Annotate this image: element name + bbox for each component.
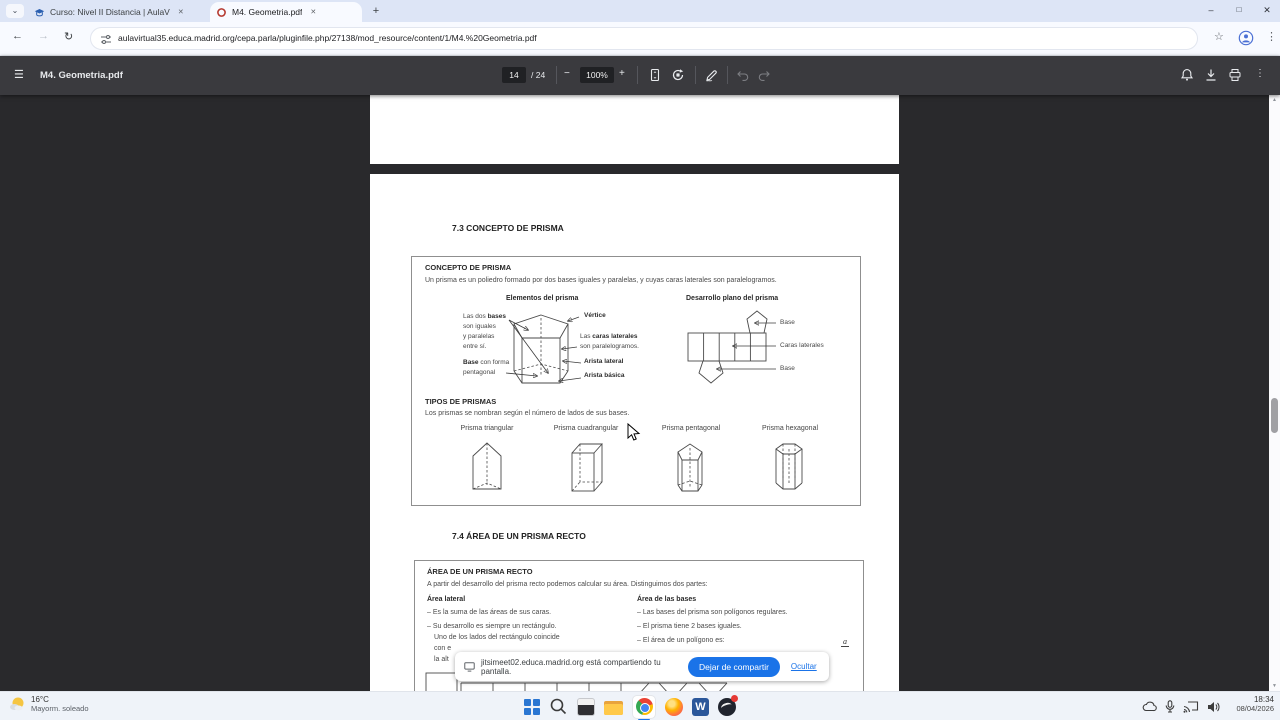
system-tray	[1142, 692, 1220, 720]
notification-badge	[731, 695, 738, 702]
type-label-hexagonal: Prisma hexagonal	[761, 425, 819, 432]
label-arista-lateral: Arista lateral	[584, 358, 624, 365]
lateral-item: – Su desarrollo es siempre un rectángulo.	[427, 623, 557, 630]
firefox-icon[interactable]	[665, 698, 683, 716]
label-base-pentagonal: Base con forma pentagonal	[463, 359, 510, 376]
pdf-viewer[interactable]	[0, 95, 1280, 691]
prism-net-diagram	[684, 309, 784, 395]
pdf-menu-icon[interactable]: ☰	[14, 69, 24, 81]
redo-icon[interactable]	[757, 69, 771, 82]
meeting-app-icon[interactable]	[718, 698, 736, 716]
window-minimize-button[interactable]: –	[1208, 5, 1214, 15]
area-lateral-title: Área lateral	[427, 596, 466, 603]
dark-app-icon[interactable]	[577, 698, 595, 716]
tab-close-icon[interactable]: ✕	[310, 9, 317, 16]
clock-date: 08/04/2026	[1236, 704, 1274, 713]
word-icon[interactable]: W	[692, 698, 709, 716]
window-maximize-button[interactable]: □	[1236, 5, 1242, 14]
screen-share-icon	[464, 662, 475, 672]
share-banner-message: jitsimeet02.educa.madrid.org está compartiendo tu pantalla.	[481, 657, 661, 676]
tab-pdf[interactable]	[210, 2, 362, 22]
area-heading: ÁREA DE UN PRISMA RECTO	[427, 567, 533, 576]
chrome-taskbar-button[interactable]	[632, 695, 656, 719]
start-button-icon[interactable]	[524, 699, 540, 715]
zoom-out-button[interactable]: −	[564, 68, 570, 79]
scrollbar-thumb[interactable]	[1271, 398, 1278, 433]
moodle-favicon-icon	[34, 7, 45, 18]
site-settings-tune-icon[interactable]	[100, 34, 112, 45]
scroll-down-icon[interactable]: ▼	[1272, 683, 1277, 689]
pdf-favicon-icon	[216, 7, 227, 18]
bases-item: – El área de un polígono es:	[637, 637, 725, 644]
label-arista-basica: Arista básica	[584, 372, 625, 379]
browser-menu-icon[interactable]: ⋮	[1266, 31, 1277, 43]
speaker-icon[interactable]	[1207, 701, 1220, 713]
tipos-subtitle: Los prismas se nombran según el número de lados de sus bases.	[425, 410, 630, 417]
notifications-alert-icon[interactable]	[1180, 68, 1194, 82]
elements-title: Elementos del prisma	[506, 295, 579, 302]
profile-avatar-icon[interactable]	[1238, 30, 1254, 46]
lateral-item: – Es la suma de las áreas de sus caras.	[427, 609, 552, 616]
hexagonal-prism-figure	[768, 439, 812, 497]
lateral-item: con e	[434, 645, 452, 652]
pentagonal-prism-figure	[669, 439, 713, 497]
pdf-filename: M4. Geometria.pdf	[40, 70, 123, 81]
clock-widget[interactable]	[1222, 695, 1274, 713]
lateral-item: Uno de los lados del rectángulo coincide	[434, 634, 560, 641]
clock-time: 18:34	[1253, 695, 1274, 704]
onedrive-cloud-icon[interactable]	[1142, 701, 1157, 713]
weather-condition: Mayorm. soleado	[31, 704, 89, 713]
concept-heading: CONCEPTO DE PRISMA	[425, 263, 512, 272]
rotate-icon[interactable]	[671, 68, 685, 82]
stop-sharing-button[interactable]: Dejar de compartir	[688, 657, 780, 677]
bases-item: – El prisma tiene 2 bases iguales.	[637, 623, 742, 630]
page-number-input[interactable]: 14	[502, 67, 526, 83]
scroll-up-icon[interactable]: ▲	[1272, 97, 1277, 103]
net-label-caras: Caras laterales	[780, 342, 824, 349]
browser-tabstrip	[0, 0, 1280, 22]
type-label-cuadrangular: Prisma cuadrangular	[553, 425, 619, 432]
area-intro: A partir del desarrollo del prisma recto podemos calcular su área. Distinguimos dos partes:	[427, 581, 708, 588]
tab-title: Curso: Nivel II Distancia | AulaV	[50, 7, 170, 17]
tab-close-icon[interactable]: ✕	[177, 9, 184, 16]
bases-item: – Las bases del prisma son polígonos regulares.	[637, 609, 788, 616]
weather-temperature: 16°C	[31, 695, 49, 704]
zoom-in-button[interactable]: +	[619, 68, 625, 79]
type-label-triangular: Prisma triangular	[460, 425, 514, 432]
page-count-label: / 24	[531, 70, 546, 80]
chrome-icon	[636, 698, 653, 715]
back-icon[interactable]: ←	[12, 30, 23, 42]
label-caras-laterales: Las caras laterales son paralelogramos.	[580, 333, 639, 350]
type-label-pentagonal: Prisma pentagonal	[661, 425, 721, 432]
fit-to-page-icon[interactable]	[648, 68, 662, 82]
new-tab-button[interactable]: +	[372, 5, 380, 17]
window-close-button[interactable]: ✕	[1263, 5, 1271, 15]
label-bases: Las dos bases son iguales y paralelas entre sí.	[463, 313, 507, 350]
hide-banner-link[interactable]: Ocultar	[790, 662, 817, 671]
zoom-level-input[interactable]: 100%	[580, 67, 614, 83]
apothem-formula-fragment: a	[843, 637, 847, 646]
tab-course[interactable]	[28, 2, 208, 22]
url-text[interactable]: aulavirtual35.educa.madrid.org/cepa.parla/pluginfile.php/27138/mod_resource/content/1/M4.%20Geometria.pdf	[118, 33, 537, 43]
tab-search-button[interactable]: ⌄	[6, 4, 24, 18]
reload-icon[interactable]: ↻	[64, 31, 74, 43]
scrollbar[interactable]	[1269, 95, 1280, 691]
label-vertex: Vértice	[584, 312, 606, 319]
net-label-base-bottom: Base	[780, 365, 795, 372]
lateral-item: la alt	[434, 656, 449, 663]
meeting-app-logo-swash	[720, 701, 733, 711]
concept-definition: Un prisma es un poliedro formado por dos bases iguales y paralelas, y cuyas caras laterales son paralelogramos.	[425, 277, 777, 284]
undo-icon[interactable]	[736, 69, 750, 82]
weather-sun-icon	[8, 695, 26, 713]
net-label-base-top: Base	[780, 319, 795, 326]
download-icon[interactable]	[1204, 68, 1218, 82]
pdf-toolbar	[0, 56, 1280, 95]
annotate-pen-icon[interactable]	[705, 68, 719, 82]
bookmark-star-icon[interactable]: ☆	[1214, 31, 1224, 43]
print-icon[interactable]	[1228, 68, 1242, 82]
section-7-3-heading: 7.3 CONCEPTO DE PRISMA	[452, 223, 564, 233]
taskbar-icons	[524, 692, 736, 720]
concept-box	[411, 256, 861, 506]
section-7-4-heading: 7.4 ÁREA DE UN PRISMA RECTO	[452, 531, 586, 541]
weather-widget[interactable]	[8, 695, 89, 713]
file-explorer-icon[interactable]	[604, 701, 623, 716]
mouse-cursor	[627, 423, 640, 442]
screen-cast-icon[interactable]	[1183, 700, 1199, 713]
triangular-prism-figure	[465, 439, 509, 497]
tab-title: M4. Geometria.pdf	[232, 7, 303, 17]
microphone-icon[interactable]	[1165, 700, 1175, 713]
pdf-more-icon[interactable]: ⋮	[1255, 68, 1265, 79]
cuadrangular-prism-figure	[564, 439, 608, 497]
browser-toolbar	[0, 22, 1280, 56]
address-bar[interactable]	[90, 27, 1198, 50]
search-icon[interactable]	[549, 697, 568, 716]
area-bases-title: Área de las bases	[637, 596, 697, 603]
pdf-page-13-bottom	[370, 95, 899, 164]
forward-icon[interactable]: →	[38, 30, 49, 42]
tipos-heading: TIPOS DE PRISMAS	[425, 397, 497, 406]
taskbar	[0, 691, 1280, 720]
screen-share-banner	[455, 652, 829, 681]
net-title: Desarrollo plano del prisma	[686, 295, 779, 302]
